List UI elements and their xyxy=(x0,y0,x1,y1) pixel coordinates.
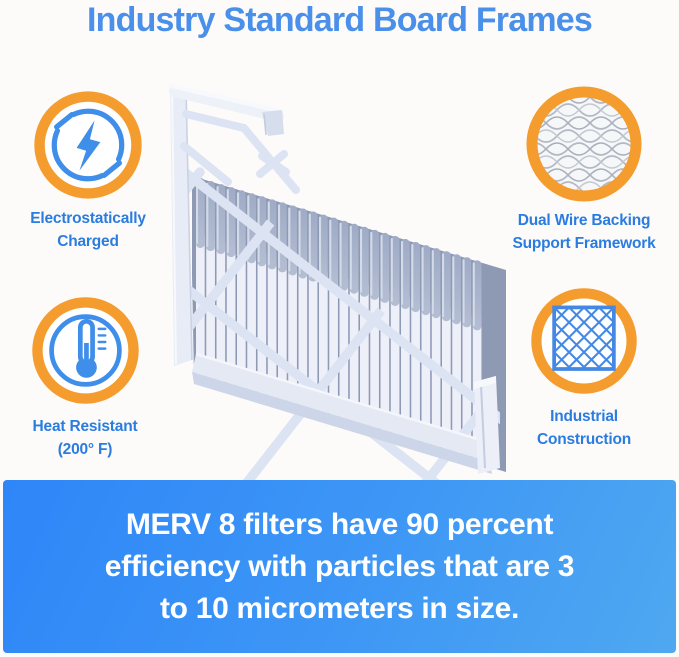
feature-dual-wire xyxy=(494,84,674,255)
merv-info-banner xyxy=(3,480,676,653)
feature-label: Electrostatically xyxy=(30,210,146,227)
wire-mesh-icon xyxy=(524,84,644,204)
banner-text-line: MERV 8 filters have 90 percent xyxy=(125,507,554,541)
feature-label: Dual Wire Backing xyxy=(517,212,651,229)
page-title: Industry Standard Board Frames xyxy=(86,1,592,39)
feature-label: Charged xyxy=(57,233,119,250)
feature-heat xyxy=(0,294,170,461)
banner-text-line: to 10 micrometers in size. xyxy=(159,591,519,625)
air-filter-image xyxy=(160,60,510,480)
feature-label: Industrial xyxy=(550,408,618,425)
thermometer-icon xyxy=(29,294,142,407)
diamond-lattice-icon xyxy=(528,285,640,397)
lightning-icon xyxy=(31,88,145,202)
feature-label: Support Framework xyxy=(512,235,656,252)
filter-left-frame xyxy=(170,84,192,366)
feature-label: Construction xyxy=(536,431,632,448)
feature-label: (200° F) xyxy=(57,441,113,458)
feature-electrostatic xyxy=(0,88,176,253)
feature-industrial xyxy=(500,285,668,451)
banner-text-line: efficiency with particles that are 3 xyxy=(104,549,575,583)
feature-label: Heat Resistant xyxy=(32,418,138,435)
